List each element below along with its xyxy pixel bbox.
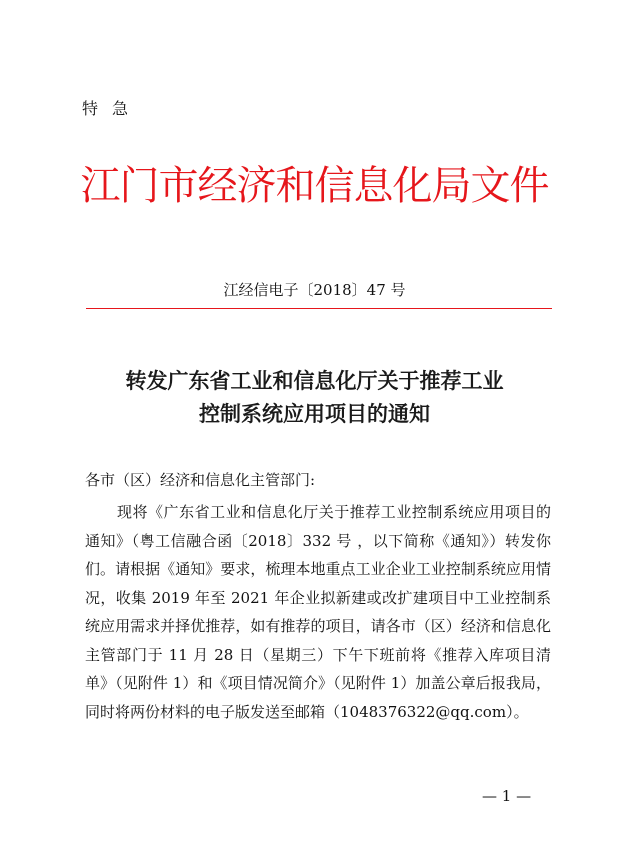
issuing-authority-header: 江门市经济和信息化局文件 — [80, 163, 549, 209]
body-paragraph: 现将《广东省工业和信息化厅关于推荐工业控制系统应用项目的通知》（粤工信融合函〔2018〕332 号 ，以下简称《通知》）转发你们。请根据《通知》要求，梳理本地重点工业企业工业控制系统应用情况，收集 2019 年至 2021 年企业拟新建或改扩建项目中工业控制系统应用需求并择优推荐，如有推荐的项目，请各市（区）经济和信息化主管部门于 11 月 28 日（星期三）下午下班前将《推荐入库项目清单》（见附件 1）和《项目情况简介》（见附件 1）加盖公章后报我局，同时将两份材料的电子版发送至邮箱（1048376322@qq.com）。 — [85, 503, 551, 721]
header-divider — [86, 308, 552, 309]
document-number: 江经信电子〔2018〕47 号 — [223, 281, 406, 299]
document-title — [0, 365, 629, 431]
page-number: — 1 — — [482, 787, 532, 805]
document-title-line-2: 控制系统应用项目的通知 — [199, 402, 430, 426]
document-title-line-1: 转发广东省工业和信息化厅关于推荐工业 — [125, 369, 504, 393]
urgency-label: 特急 — [82, 99, 143, 118]
recipient-line: 各市（区）经济和信息化主管部门: — [85, 471, 316, 489]
